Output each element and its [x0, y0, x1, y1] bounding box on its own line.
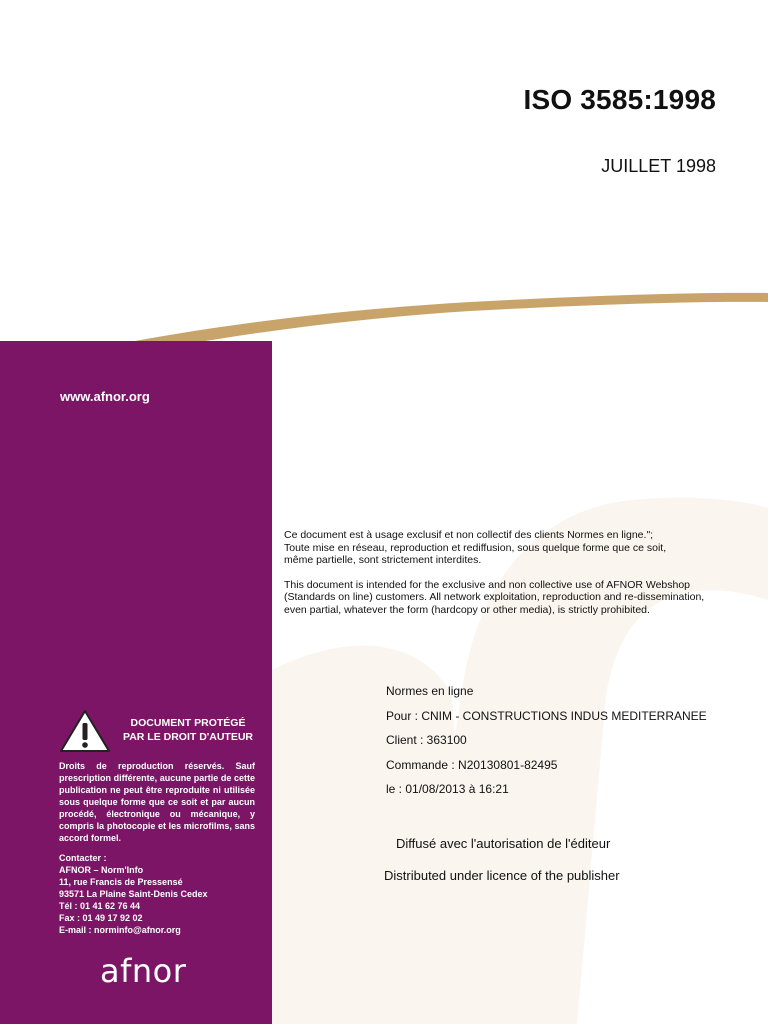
notice-french [284, 529, 754, 567]
notice-english [284, 579, 754, 617]
contact-city: 93571 La Plaine Saint-Denis Cedex [59, 889, 208, 899]
contact-street: 11, rue Francis de Pressensé [59, 877, 183, 887]
notice-en-line: even partial, whatever the form (hardcopy or other media), is strictly prohibited. [284, 603, 650, 616]
afnor-logo: afnor [100, 952, 187, 990]
reproduction-rights: Droits de reproduction réservés. Sauf prescription différente, aucune partie de cette publication ne peut être reproduite ni utilisée sous quelque forme que ce soit et par aucun procédé, électronique ou mécanique, y compris la photocopie et les microfilms, sans accord formel. [59, 761, 255, 843]
notice-en-line: (Standards on line) customers. All network exploitation, reproduction and re-dissemination, [284, 591, 705, 603]
notice-fr-line: Toute mise en réseau, reproduction et rediffusion, sous quelque forme que ce soit, [284, 541, 667, 554]
order-date: le : 01/08/2013 à 16:21 [386, 782, 509, 796]
client-service: Normes en ligne [386, 684, 474, 698]
client-info [386, 684, 707, 807]
publication-date: JUILLET 1998 [601, 156, 716, 176]
contact-email[interactable]: E-mail : norminfo@afnor.org [59, 925, 181, 935]
protected-line-2: PAR LE DROIT D'AUTEUR [122, 731, 254, 743]
notice-fr-line: même partielle, sont strictement interdites. [284, 554, 482, 566]
copyright-protected-label [108, 716, 268, 744]
license-english: Distributed under licence of the publisher [384, 868, 620, 883]
notice-fr-line: Ce document est à usage exclusif et non collectif des clients Normes en ligne."; [284, 529, 654, 541]
client-pour: Pour : CNIM - CONSTRUCTIONS INDUS MEDITERRANEE [386, 708, 707, 723]
contact-org: AFNOR – Norm'Info [59, 865, 144, 875]
afnor-url: www.afnor.org [60, 389, 150, 404]
license-french: Diffusé avec l'autorisation de l'éditeur [396, 836, 611, 851]
contact-heading: Contacter : [59, 853, 107, 863]
contact-tel: Tél : 01 41 62 76 44 [59, 901, 141, 911]
warning-icon [58, 708, 112, 754]
order-number: Commande : N20130801-82495 [386, 757, 558, 772]
contact-fax: Fax : 01 49 17 92 02 [59, 913, 143, 923]
contact-block [59, 852, 208, 936]
usage-notice [284, 529, 754, 628]
notice-en-line: This document is intended for the exclusive and non collective use of AFNOR Webshop [284, 578, 691, 591]
standard-number: ISO 3585:1998 [523, 84, 716, 115]
protected-line-1: DOCUMENT PROTÉGÉ [130, 717, 246, 729]
client-number: Client : 363100 [386, 733, 467, 747]
